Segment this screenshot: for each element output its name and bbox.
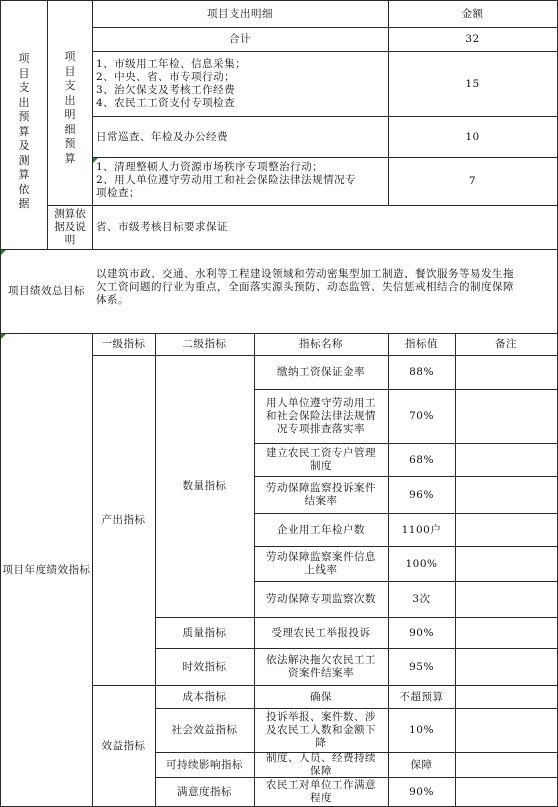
indicator-name: 建立农民工资专户管理 制度 (266, 447, 376, 472)
basis-label: 测算依据及说明 (54, 208, 86, 246)
sustainability-indicators-label: 可持续影响指标 (166, 758, 243, 771)
col-header-detail: 项目支出明细 (207, 7, 273, 20)
budget-item-3-amount: 7 (468, 175, 477, 187)
budget-item-3-text: 1、清理整顿人力资源市场秩序专项整治行动； 2、用人单位遵守劳动用工和社会保险法律法规情况专 项检查； (96, 161, 357, 199)
indicator-name: 制度、人员、经费持续 保障 (266, 752, 376, 777)
indicator-name: 用人单位遵守劳动用工 和社会保险法律法规情 况专项排查落实率 (266, 397, 376, 435)
indicator-name: 缴纳工资保证金率 (277, 366, 365, 378)
performance-goal-text: 以建筑市政、交通、水利等工程建设领域和劳动密集型加工制造、餐饮服务等易发生拖 欠工资问题的行业为重点，全面落实源头预防、动态监管、失信惩戒相结合的制度保障 体系。 (96, 268, 514, 306)
output-indicators-label: 产出指标 (101, 514, 146, 526)
header-level2: 二级指标 (182, 338, 227, 350)
indicator-name: 劳动保障监察案件信息 上线率 (266, 551, 376, 576)
budget-item-2-text: 日常巡查、年检及办公经费 (96, 130, 228, 143)
indicator-value: 95% (409, 660, 434, 673)
indicator-name: 农民工对单位工作满意 程度 (266, 779, 376, 804)
budget-item-2-amount: 10 (465, 130, 480, 143)
indicator-value: 96% (409, 488, 434, 501)
quality-indicators-label: 质量指标 (182, 626, 227, 639)
total-label: 合计 (229, 33, 251, 45)
header-remarks: 备注 (495, 338, 517, 350)
indicator-value: 90% (409, 785, 434, 798)
performance-goal-label: 项目绩效总目标 (8, 285, 85, 297)
header-level1: 一级指标 (101, 338, 146, 350)
cost-indicators-label: 成本指标 (182, 690, 227, 703)
total-amount: 32 (465, 33, 480, 45)
timeliness-indicators-label: 时效指标 (182, 660, 227, 673)
header-indicator-name: 指标名称 (299, 338, 343, 350)
basis-text: 省、市级考核目标要求保证 (96, 221, 228, 233)
detail-budget-label: 项目支出明细预算 (64, 50, 76, 165)
indicator-name: 依法解决拖欠农民工工 资案件结案率 (266, 654, 376, 679)
indicator-value: 90% (409, 626, 434, 639)
header-indicator-value: 指标值 (405, 338, 438, 350)
satisfaction-indicators-label: 满意度指标 (177, 785, 232, 798)
indicator-value: 保障 (410, 758, 433, 771)
quantity-indicators-label: 数量指标 (182, 480, 227, 492)
section-budget-label: 项目支出预算及测算依据 (18, 52, 30, 210)
budget-item-1-text: 1、市级用工年检、信息采集； 2、中央、省、市专项行动； 3、治欠保支及考核工作经费 4、农民工工资支付专项检查 (96, 58, 247, 109)
indicator-value: 70% (409, 410, 434, 422)
indicator-name: 企业用工年检户数 (277, 523, 365, 536)
indicator-name: 受理农民工举报投诉 (271, 626, 371, 639)
annual-indicators-label: 项目年度绩效指标 (2, 563, 91, 576)
col-header-amount: 金额 (461, 7, 484, 20)
indicator-value: 100% (405, 557, 438, 570)
benefit-indicators-label: 效益指标 (101, 739, 146, 752)
indicator-name: 劳动保障监察投诉案件 结案率 (266, 482, 376, 507)
indicator-value: 1100户 (401, 523, 442, 536)
divider (47, 0, 48, 249)
indicator-name: 投诉举报、案件数、涉 及农民工人数和金额下 降 (266, 711, 376, 749)
social-benefit-indicators-label: 社会效益指标 (171, 724, 238, 736)
indicator-value: 3次 (412, 593, 431, 605)
indicator-name: 劳动保障专项监察次数 (266, 593, 376, 605)
indicator-value: 不超预算 (399, 690, 444, 703)
indicator-value: 68% (409, 453, 434, 466)
indicator-value: 10% (409, 724, 434, 736)
indicator-name: 确保 (310, 690, 332, 703)
budget-item-1-amount: 15 (465, 77, 480, 90)
divider (455, 333, 456, 807)
indicator-value: 88% (409, 366, 434, 378)
